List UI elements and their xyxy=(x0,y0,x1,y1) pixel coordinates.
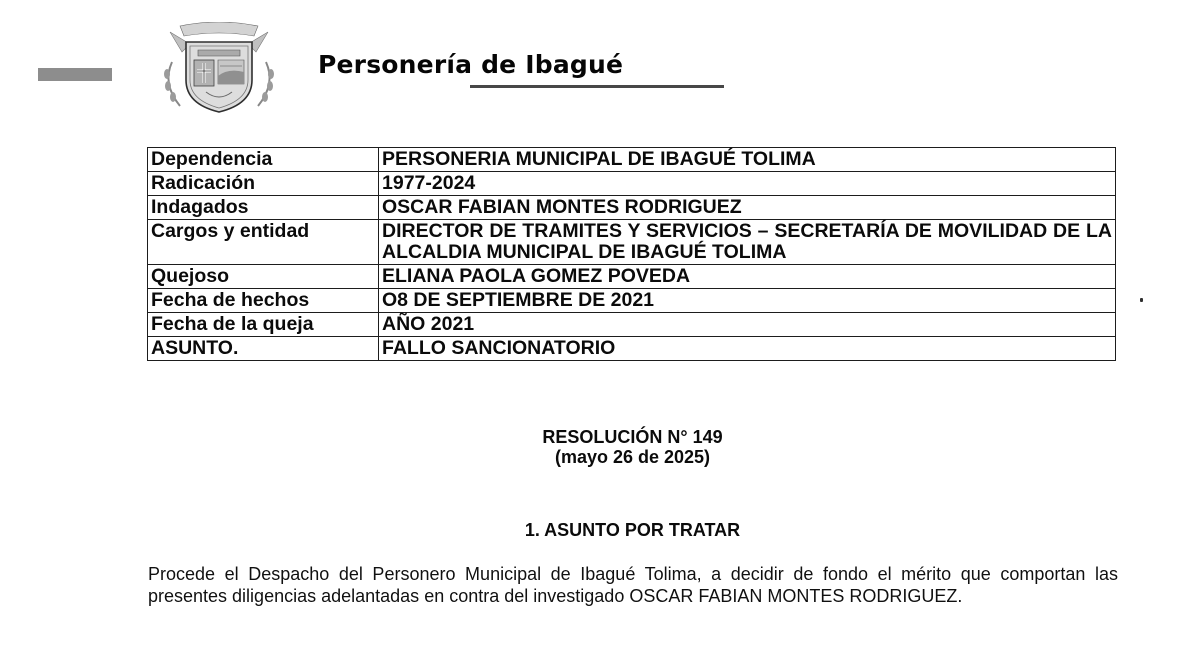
table-row xyxy=(148,220,1116,265)
row-label: ASUNTO. xyxy=(148,337,379,361)
row-label: Quejoso xyxy=(148,265,379,289)
row-label: Radicación xyxy=(148,172,379,196)
table-row xyxy=(148,265,1116,289)
row-value: DIRECTOR DE TRAMITES Y SERVICIOS – SECRETARÍA DE MOVILIDAD DE LA ALCALDIA MUNICIPAL DE IBAGUÉ TOLIMA xyxy=(379,220,1116,265)
row-value: ELIANA PAOLA GOMEZ POVEDA xyxy=(379,265,1116,289)
row-label: Dependencia xyxy=(148,148,379,172)
row-value: 1977-2024 xyxy=(379,172,1116,196)
case-info-table xyxy=(147,147,1116,361)
row-value: FALLO SANCIONATORIO xyxy=(379,337,1116,361)
margin-bar xyxy=(38,68,112,81)
title-underline xyxy=(470,85,724,88)
table-row xyxy=(148,148,1116,172)
section-paragraph: Procede el Despacho del Personero Municipal de Ibagué Tolima, a decidir de fondo el mérito que comportan las presentes diligencias adelantadas en contra del investigado OSCAR FABIAN MONTES RODRIGUEZ. xyxy=(148,564,1118,606)
coat-of-arms-seal xyxy=(150,22,288,114)
table-row xyxy=(148,337,1116,361)
table-row xyxy=(148,289,1116,313)
row-label: Indagados xyxy=(148,196,379,220)
row-value: PERSONERIA MUNICIPAL DE IBAGUÉ TOLIMA xyxy=(379,148,1116,172)
row-value: OSCAR FABIAN MONTES RODRIGUEZ xyxy=(379,196,1116,220)
row-label: Fecha de la queja xyxy=(148,313,379,337)
row-value: AÑO 2021 xyxy=(379,313,1116,337)
scan-speck xyxy=(1140,298,1143,302)
resolution-title: RESOLUCIÓN N° 149 xyxy=(542,427,723,447)
table-row xyxy=(148,196,1116,220)
row-value: O8 DE SEPTIEMBRE DE 2021 xyxy=(379,289,1116,313)
section-heading: 1. ASUNTO POR TRATAR xyxy=(524,520,741,540)
organization-title: Personería de Ibagué xyxy=(318,50,624,79)
table-row xyxy=(148,172,1116,196)
table-row xyxy=(148,313,1116,337)
row-label: Fecha de hechos xyxy=(148,289,379,313)
resolution-date: (mayo 26 de 2025) xyxy=(554,447,711,467)
row-label: Cargos y entidad xyxy=(148,220,379,265)
